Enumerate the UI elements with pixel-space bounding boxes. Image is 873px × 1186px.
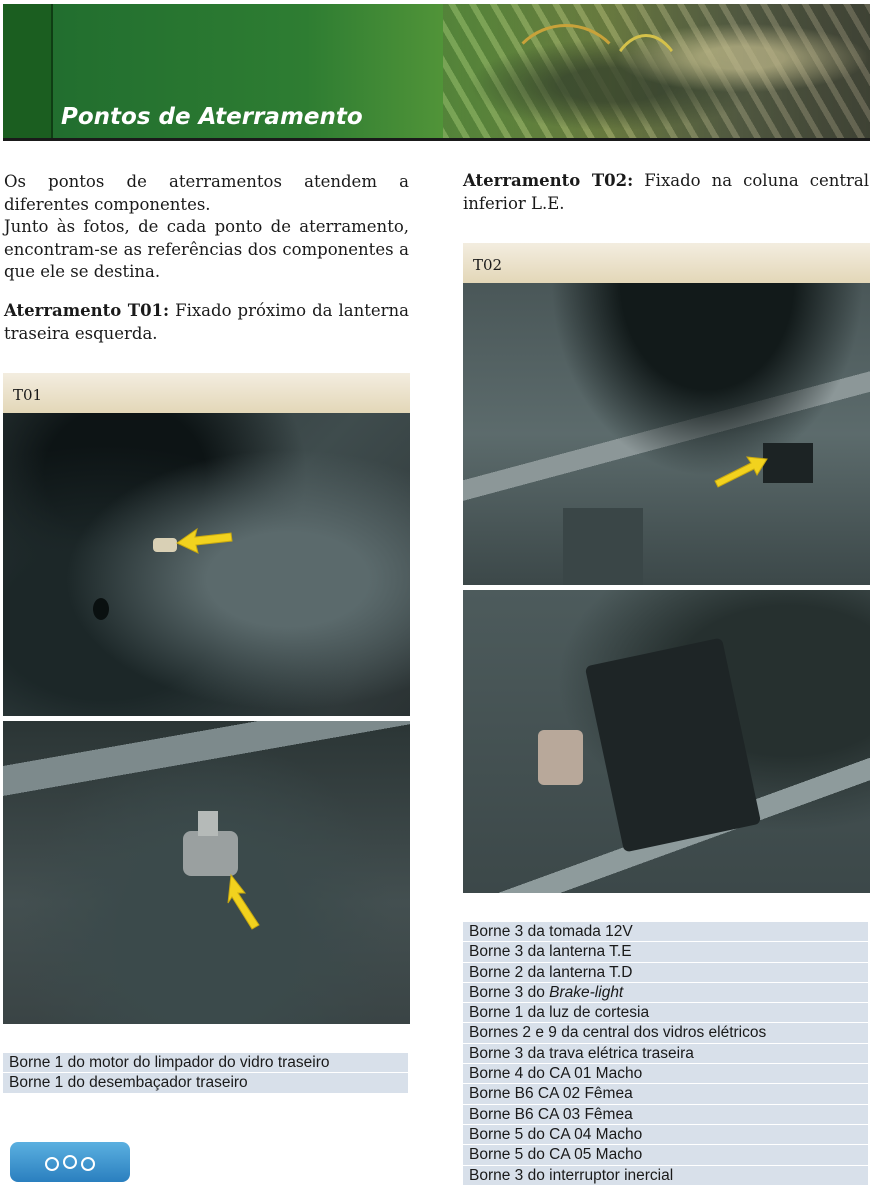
list-item: Borne 3 da lanterna T.E <box>463 941 868 961</box>
header-strip <box>3 4 51 139</box>
t01-photo-2 <box>3 721 410 1024</box>
t01-component-list <box>3 1053 408 1093</box>
t02-photo-1 <box>463 283 870 585</box>
intro-paragraph-2: Junto às fotos, de cada ponto de aterramento, encontram-se as referências dos componentes a que ele se destina. <box>4 217 409 281</box>
arrow-icon <box>711 451 771 491</box>
people-group-icon <box>10 1142 130 1182</box>
list-item: Borne 1 do desembaçador traseiro <box>3 1072 408 1092</box>
header-banner <box>3 4 870 139</box>
intro-paragraph-1: Os pontos de aterramentos atendem a diferentes componentes. <box>4 172 409 214</box>
arrow-icon <box>225 871 265 931</box>
t02-heading-text: Fixado na coluna central inferior L.E. <box>463 171 869 213</box>
list-item: Borne 1 da luz de cortesia <box>463 1002 868 1022</box>
t01-heading-bold: Aterramento T01: <box>4 301 170 320</box>
t02-photo-2 <box>463 590 870 893</box>
t01-heading <box>4 300 409 345</box>
arrow-icon <box>175 521 235 557</box>
page-title: Pontos de Aterramento <box>61 104 363 130</box>
list-item: Bornes 2 e 9 da central dos vidros elétricos <box>463 1022 868 1042</box>
header-rule <box>3 138 870 141</box>
list-item: Borne 5 do CA 05 Macho <box>463 1144 868 1164</box>
t02-heading <box>463 170 869 215</box>
list-item: Borne 3 do interruptor inercial <box>463 1165 868 1185</box>
t01-heading-text: Fixado próximo da lanterna traseira esquerda. <box>4 301 409 343</box>
t02-heading-bold: Aterramento T02: <box>463 171 634 190</box>
t02-caption-label: T02 <box>473 256 503 274</box>
list-item: Borne 2 da lanterna T.D <box>463 962 868 982</box>
t01-caption-label: T01 <box>13 386 43 404</box>
t02-component-list <box>463 922 868 1185</box>
list-item: Borne 4 do CA 01 Macho <box>463 1063 868 1083</box>
t01-photo-1 <box>3 413 410 716</box>
list-item: Borne 3 da tomada 12V <box>463 922 868 941</box>
t01-caption <box>3 373 410 413</box>
list-item: Borne 3 da trava elétrica traseira <box>463 1043 868 1063</box>
t02-caption <box>463 243 870 283</box>
list-item: Borne B6 CA 03 Fêmea <box>463 1104 868 1124</box>
list-item: Borne 3 do Brake-light <box>463 982 868 1002</box>
list-item: Borne 5 do CA 04 Macho <box>463 1124 868 1144</box>
list-item: Borne B6 CA 02 Fêmea <box>463 1083 868 1103</box>
list-item: Borne 1 do motor do limpador do vidro traseiro <box>3 1053 408 1072</box>
